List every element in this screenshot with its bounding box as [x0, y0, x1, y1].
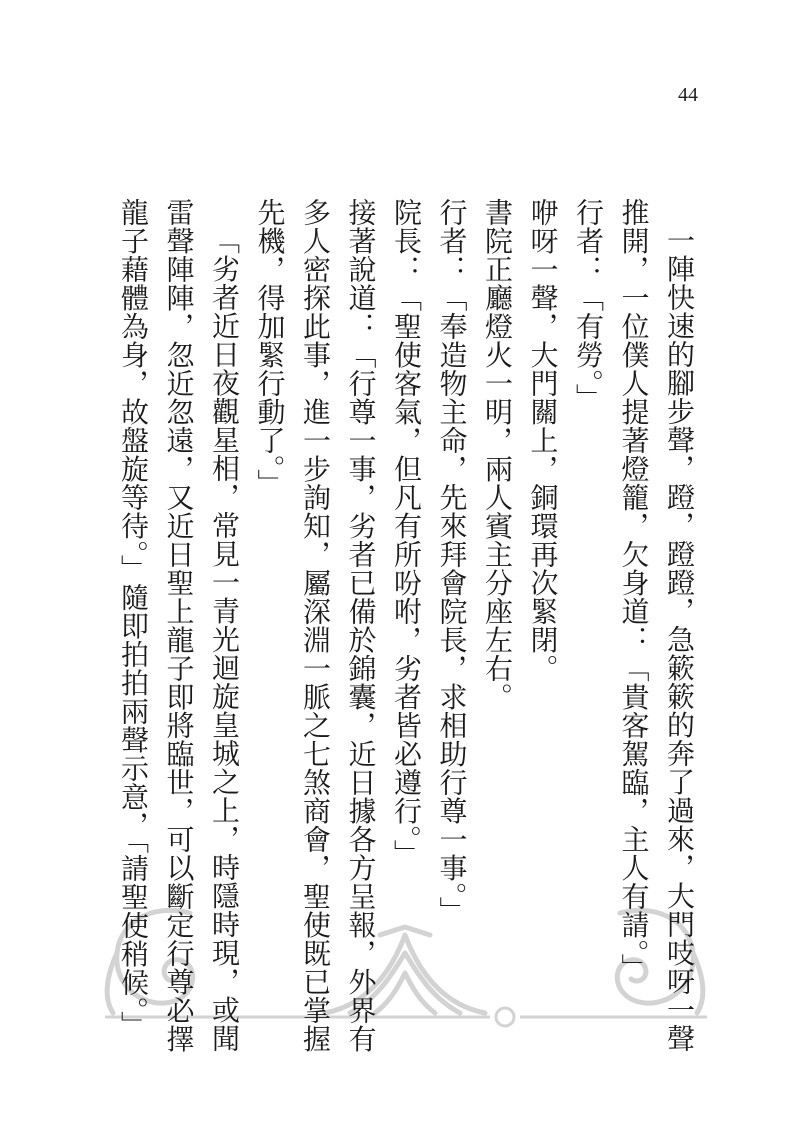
paragraph-4: 書院正廳燈火一明，兩人賓主分座左右。: [481, 198, 514, 711]
paragraph-5: 行者：「奉造物主命，先來拜會院長，求相助行尊一事。」: [435, 198, 469, 925]
paragraph-8: 「劣者近日夜觀星相，常見一青光迴旋皇城之上，時隱時現，或聞雷聲陣陣，忽近忽遠，又近日聖上龍子即將臨世，可以斷定行尊必擇龍子藉體為身，故盤旋等待。」隨即拍拍兩聲示意，「請聖使稍候。」: [117, 198, 241, 1053]
paragraph-1: 一陣快速的腳步聲，蹬，蹬蹬，急簌簌的奔了過來，大門吱呀一聲推開，一位僕人提著燈籠，欠身道：「貴客駕臨，主人有請。」: [617, 198, 696, 1053]
paragraph-7: 接著說道：「行尊一事，劣者已備於錦囊，近日據各方呈報，外界有多人密探此事，進一步詢知，屬深淵一脈之七煞商會，聖使既已掌握先機，得加緊行動了。」: [253, 198, 378, 1053]
paragraph-3: 咿呀一聲，大門關上，銅環再次緊閉。: [526, 198, 560, 683]
paragraph-6: 院長：「聖使客氣，但凡有所吩咐，劣者皆必遵行。」: [390, 198, 423, 868]
page-number: 44: [678, 84, 698, 106]
paragraph-2: 行者：「有勞。」: [572, 198, 605, 412]
body-text: [111, 198, 703, 1078]
